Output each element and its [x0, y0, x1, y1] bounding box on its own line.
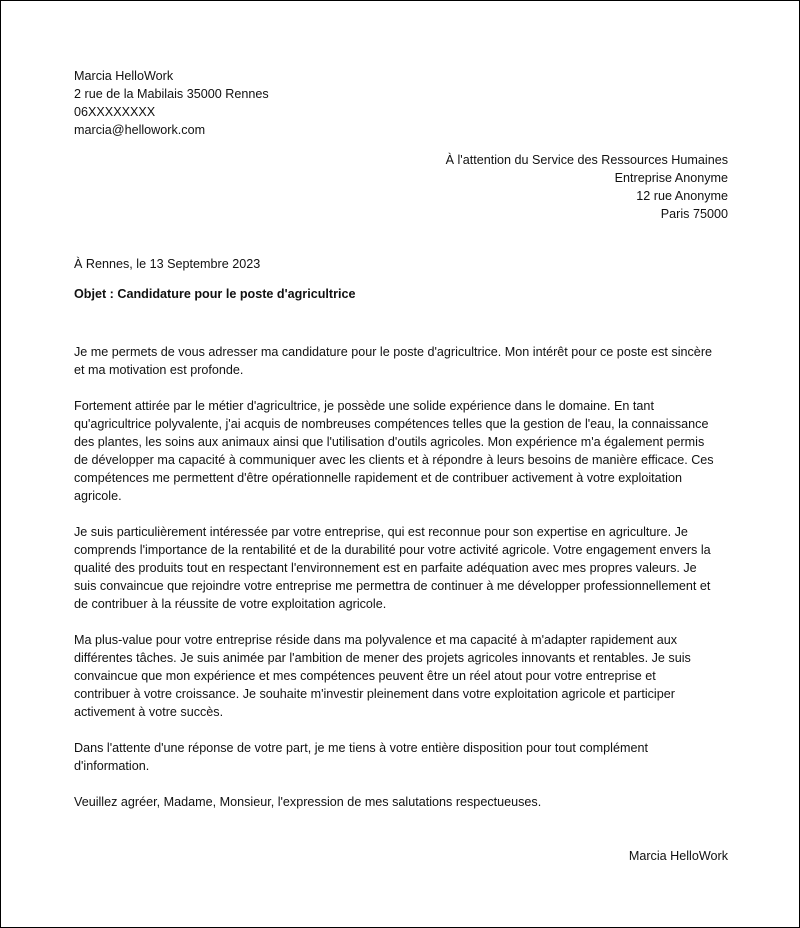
paragraph-line: Je me permets de vous adresser ma candidature pour le poste d'agricultrice. Mon intérêt pour ce poste est sincère	[74, 345, 713, 359]
paragraph-closing	[74, 793, 730, 811]
paragraph-added-value	[74, 631, 730, 721]
sender-phone: 06XXXXXXXX	[74, 105, 156, 119]
paragraph-line: activement à votre succès.	[74, 705, 224, 719]
paragraph-line: suis convaincue que rejoindre votre entreprise me permettra de continuer à me développer professionnellement et	[74, 579, 711, 593]
recipient-company: Entreprise Anonyme	[614, 171, 728, 185]
paragraph-company-interest	[74, 523, 730, 613]
recipient-block	[381, 151, 728, 223]
paragraph-line: et ma motivation est profonde.	[74, 363, 244, 377]
recipient-attention: À l'attention du Service des Ressources Humaines	[445, 153, 728, 167]
paragraph-line: d'information.	[74, 759, 150, 773]
paragraph-line: Fortement attirée par le métier d'agricultrice, je possède une solide expérience dans le domaine. En tant	[74, 399, 654, 413]
paragraph-line: Ma plus-value pour votre entreprise réside dans ma polyvalence et ma capacité à m'adapter rapidement aux	[74, 633, 678, 647]
sender-name: Marcia HelloWork	[74, 69, 174, 83]
paragraph-line: Je suis particulièrement intéressée par votre entreprise, qui est reconnue pour son expertise en agriculture. Je	[74, 525, 688, 539]
paragraph-line: Veuillez agréer, Madame, Monsieur, l'expression de mes salutations respectueuses.	[74, 795, 542, 809]
paragraph-line: différentes tâches. Je suis animée par l'ambition de mener des projets agricoles innovants et rentables. Je suis	[74, 651, 691, 665]
place-date: À Rennes, le 13 Septembre 2023	[74, 257, 261, 271]
paragraph-line: qu'agricultrice polyvalente, j'ai acquis de nombreuses compétences telles que la gestion de l'eau, la connaissance	[74, 417, 709, 431]
paragraph-line: compétences me permettent d'être opérationnelle rapidement et de contribuer activement à votre exploitation	[74, 471, 682, 485]
paragraph-intro	[74, 343, 730, 379]
recipient-city: Paris 75000	[660, 207, 728, 221]
subject-line: Objet : Candidature pour le poste d'agricultrice	[74, 287, 356, 301]
paragraph-line: contribuer à votre croissance. Je souhaite m'investir pleinement dans votre exploitation agricole et participer	[74, 687, 675, 701]
paragraph-availability	[74, 739, 730, 775]
signature: Marcia HelloWork	[628, 849, 728, 863]
sender-address: 2 rue de la Mabilais 35000 Rennes	[74, 87, 269, 101]
paragraph-line: de contribuer à la réussite de votre exploitation agricole.	[74, 597, 387, 611]
paragraph-experience	[74, 397, 730, 505]
paragraph-line: Dans l'attente d'une réponse de votre part, je me tiens à votre entière disposition pour tout complément	[74, 741, 648, 755]
sender-block	[74, 67, 730, 139]
paragraph-line: agricole.	[74, 489, 122, 503]
recipient-street: 12 rue Anonyme	[636, 189, 728, 203]
sender-email: marcia@hellowork.com	[74, 123, 206, 137]
paragraph-line: de développer ma capacité à communiquer avec les clients et à répondre à leurs besoins de manière efficace. Ces	[74, 453, 714, 467]
paragraph-line: comprends l'importance de la rentabilité et de la durabilité pour votre activité agricole. Votre engagement envers la	[74, 543, 711, 557]
paragraph-line: qualité des produits tout en respectant l'environnement est en parfaite adéquation avec mes propres valeurs. Je	[74, 561, 697, 575]
paragraph-line: des plantes, les soins aux animaux ainsi que l'utilisation d'outils agricoles. Mon expérience m'a également permis	[74, 435, 705, 449]
paragraph-line: convaincue que mon expérience et mes compétences peuvent être un réel atout pour votre entreprise et	[74, 669, 656, 683]
